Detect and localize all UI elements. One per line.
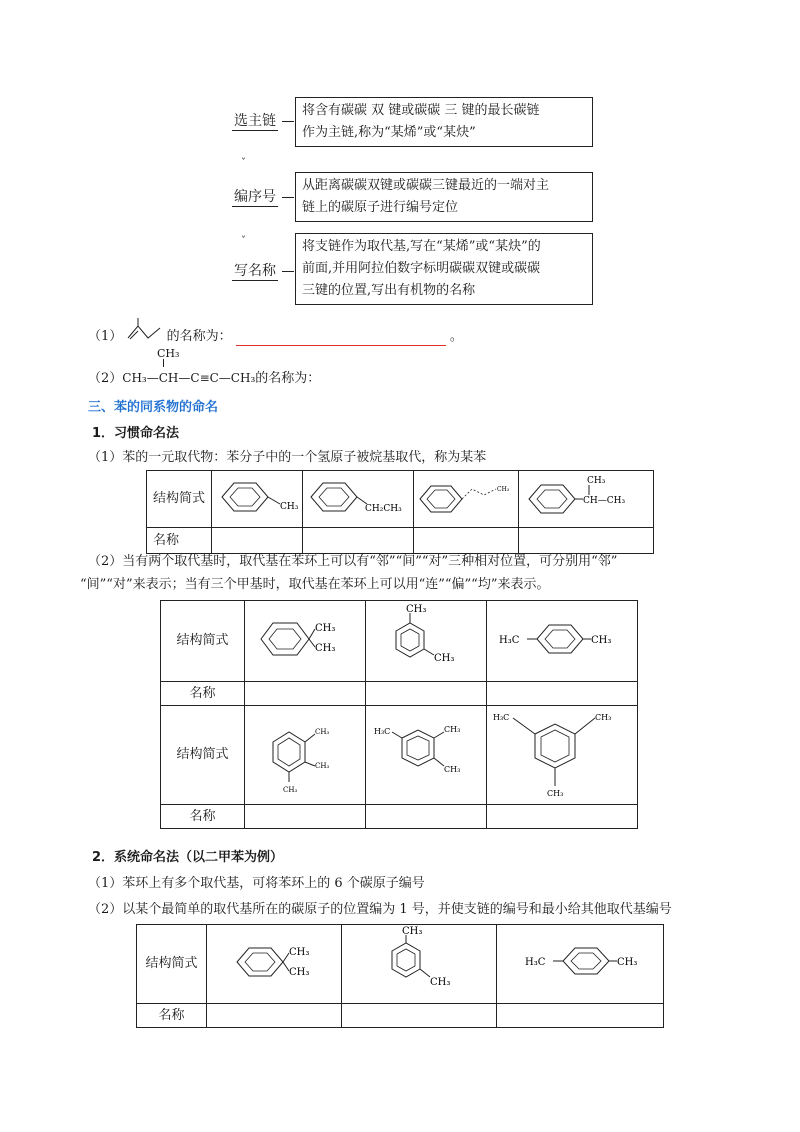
substituent-label: CH₃ [587,476,606,486]
isopropylbenzene-structure [519,471,653,523]
question-1 [88,325,463,346]
structure-cell [303,471,414,528]
ethylbenzene-structure [303,471,413,523]
subsection-title-1: 1．习惯命名法 [92,426,180,441]
o-xylene-structure [245,601,365,677]
step-text: 作为主链,称为“某烯”或“某炔” [302,125,476,140]
svg-text:CH₃: CH₃ [444,725,461,734]
answer-cell[interactable] [487,805,638,829]
step-text: 三键的位置,写出有机物的名称 [302,283,476,298]
svg-text:CH₃: CH₃ [547,789,564,798]
row-header: 名称 [158,1007,185,1023]
answer-cell[interactable] [366,805,487,829]
svg-text:CH₃: CH₃ [444,765,461,774]
skeletal-structure-1 [126,318,162,346]
svg-text:CH₃: CH₃ [289,947,310,958]
step-text: 前面,并用阿拉伯数字标明碳碳双键或碳碳 [302,261,541,276]
substituent-label: CH₃ [497,486,510,493]
row-header: 结构简式 [176,633,229,648]
step-text: 从距离碳碳双键或碳碳三键最近的一端对主 [302,178,550,193]
propylbenzene-structure [414,471,518,523]
svg-text:CH₃: CH₃ [289,967,310,978]
svg-text:CH₃: CH₃ [402,926,423,937]
row-header: 结构简式 [176,747,229,762]
question-number: （1） [88,329,123,344]
substituent-label: CH₂CH₃ [365,504,402,514]
paragraph: （2）以某个最简单的取代基所在的碳原子的位置编为 1 号，并使支链的编号和最小给其他取代基编号 [88,902,672,917]
bond-line [163,359,164,367]
substituent-label: CH₃ [280,502,299,512]
step-text: 将支链作为取代基,写在“某烯”或“某炔”的 [302,239,541,254]
subsection-title-2: 2．系统命名法（以二甲苯为例） [92,850,284,865]
structure-cell [497,925,664,1004]
structure-cell [366,706,487,805]
question-text: 的名称为： [255,371,321,386]
svg-text:CH₃: CH₃ [617,957,638,968]
paragraph: （1）苯的一元取代物：苯分子中的一个氢原子被烷基取代，称为某苯 [88,450,487,465]
row-header: 名称 [189,685,216,701]
answer-cell[interactable] [487,682,638,706]
row-header: 名称 [153,532,180,548]
p-xylene-structure [497,925,663,999]
structure-cell [414,471,519,528]
row-header: 名称 [189,808,216,824]
svg-text:CH₃: CH₃ [595,713,612,722]
structure-cell [207,925,342,1004]
structure-cell [245,706,366,805]
question-text: 的名称为： [166,329,232,344]
m-xylene-structure [366,601,486,677]
structure-cell [366,601,487,682]
o-xylene-structure [207,925,341,999]
structure-cell [519,471,654,528]
step-label-write-name: 写名称 [232,260,278,281]
svg-text:CH₃: CH₃ [434,653,455,664]
step-box-number [295,172,593,222]
arrow-down-icon: ˇ [241,236,246,247]
table-xylene-system [136,924,664,1028]
substituent-label: CH—CH₃ [583,496,626,506]
main-formula: CH₃—CH—C≡C—CH₃ [122,371,256,385]
p-xylene-structure [487,601,637,677]
answer-cell[interactable] [497,1004,664,1028]
svg-text:CH₃: CH₃ [315,728,330,736]
table-di-tri-substituted [160,600,638,829]
arrow-down-icon: ˇ [241,158,246,169]
svg-text:CH₃: CH₃ [315,623,336,634]
svg-text:CH₃: CH₃ [591,635,612,646]
connector [282,271,294,272]
paragraph: （1）苯环上有多个取代基，可将苯环上的 6 个碳原子编号 [88,876,425,891]
row-header: 结构简式 [152,491,205,506]
structure-cell [212,471,303,528]
table-mono-substituted [146,470,654,554]
step-label-select-chain: 选主链 [232,110,278,131]
svg-text:CH₃: CH₃ [315,643,336,654]
step-text: 链上的碳原子进行编号定位 [302,200,459,215]
question-number: （2） [88,371,123,386]
connector [282,197,294,198]
row-header: 结构简式 [145,956,198,971]
structure-cell [487,601,638,682]
m-xylene-structure [342,925,496,999]
connector [282,121,294,122]
section-title: 三、苯的同系物的命名 [88,400,219,415]
svg-text:H₃C: H₃C [499,635,520,646]
svg-text:H₃C: H₃C [374,727,391,736]
answer-cell[interactable] [366,682,487,706]
paragraph: “间”“对”来表示；当有三个甲基时，取代基在苯环上可以用“连”“偏”“均”来表示。 [80,577,550,592]
svg-text:CH₃: CH₃ [406,604,427,615]
answer-cell[interactable] [245,682,366,706]
structure-cell [245,601,366,682]
answer-cell[interactable] [245,805,366,829]
pseudocumene-structure [366,706,486,800]
structure-cell [342,925,497,1004]
toluene-structure [212,471,302,523]
punctuation: 。 [449,329,463,344]
mesitylene-structure [487,706,637,800]
answer-cell[interactable] [342,1004,497,1028]
answer-cell[interactable] [207,1004,342,1028]
svg-text:H₃C: H₃C [493,713,510,722]
answer-blank[interactable] [236,331,446,346]
step-box-write-name [295,233,593,305]
branch-formula: CH₃ [157,347,180,360]
svg-text:CH₃: CH₃ [315,762,330,770]
step-label-number: 编序号 [232,186,278,207]
svg-text:CH₃: CH₃ [430,977,451,988]
step-text: 将含有碳碳 双 键或碳碳 三 键的最长碳链 [302,103,540,118]
step-box-select-chain [295,97,593,147]
svg-text:CH₃: CH₃ [283,786,298,794]
structure-cell [487,706,638,805]
svg-text:H₃C: H₃C [525,957,546,968]
question-2 [88,347,321,387]
paragraph: （2）当有两个取代基时，取代基在苯环上可以有“邻”“间”“对”三种相对位置，可分别用“邻” [88,554,618,569]
hemimellitene-structure [245,706,365,800]
